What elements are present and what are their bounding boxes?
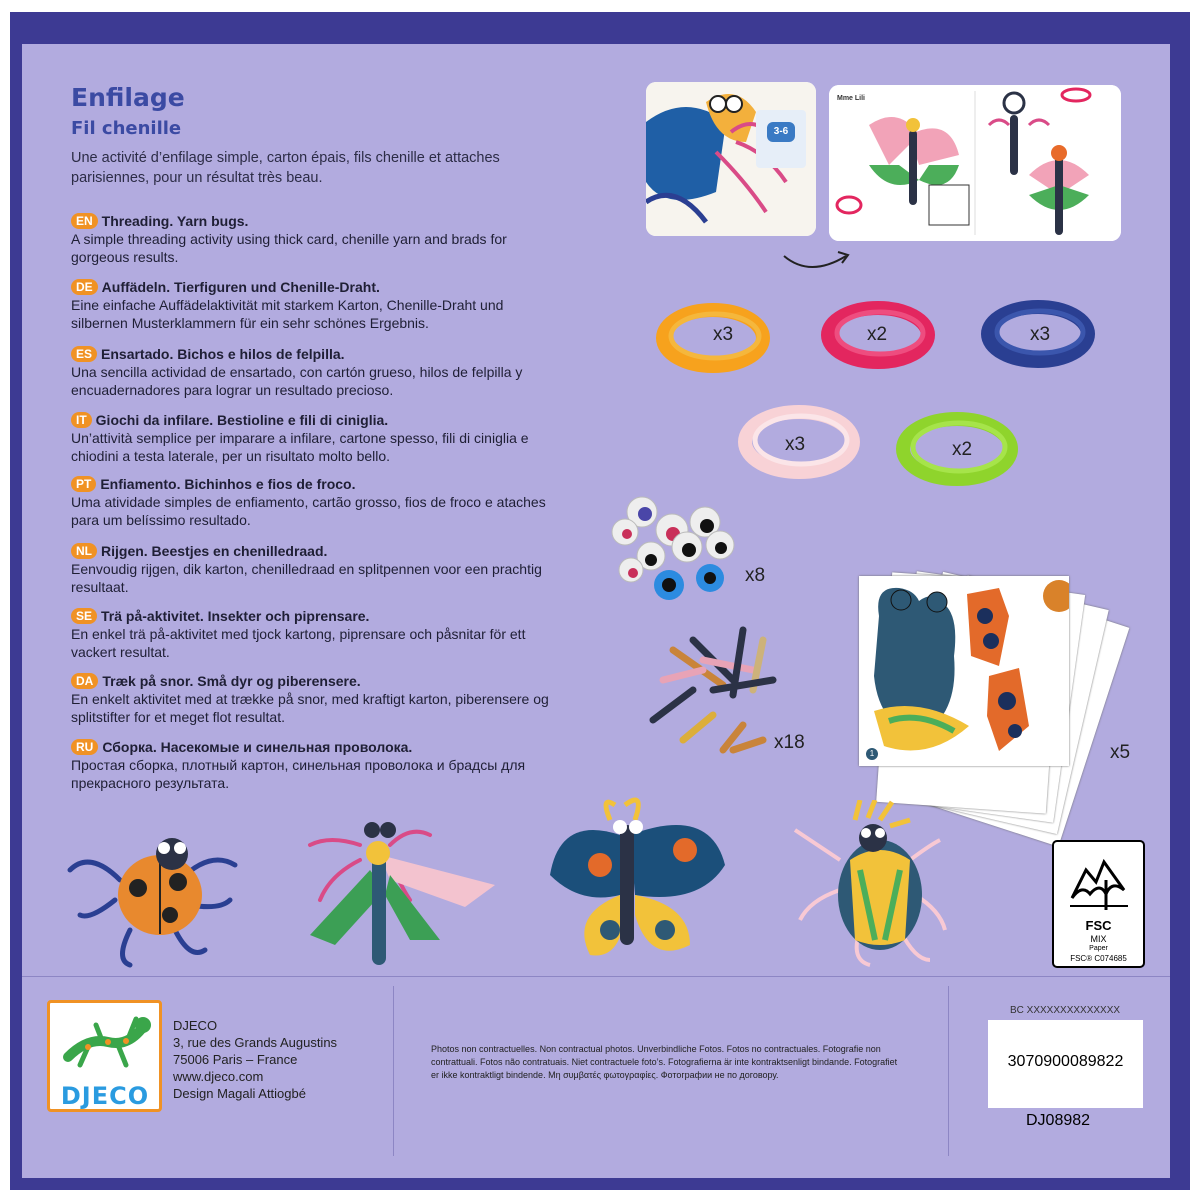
lang-title: Træk på snor. Små dyr og piberensere.: [102, 673, 361, 689]
footer-divider: [393, 986, 394, 1156]
instruction-booklet-inside: [829, 85, 1121, 241]
age-badge: 3-6: [767, 122, 795, 142]
card-number-badge: 1: [866, 748, 878, 760]
lang-title: Rijgen. Beestjes en chenilledraad.: [101, 543, 328, 559]
lang-body: Eine einfache Auffädelaktivität mit starkem Karton, Chenille-Draht und silbernen Musterklammern für ein sehr schönes Ergebnis.: [71, 297, 504, 331]
fsc-code: FSC® C074685: [1070, 954, 1127, 963]
lang-block-se: [71, 607, 551, 661]
djeco-logo-text: DJECO: [60, 1082, 150, 1110]
fsc-logo: [1052, 840, 1145, 968]
company-address: [173, 1017, 337, 1102]
lang-tag: SE: [71, 608, 97, 624]
lang-block-es: [71, 345, 551, 399]
address-line: 3, rue des Grands Augustins: [173, 1035, 338, 1050]
lang-block-ru: [71, 738, 551, 792]
lang-body: A simple threading activity using thick card, chenille yarn and brads for gorgeous results.: [71, 231, 507, 265]
card-sheet-illustration: [859, 576, 1069, 766]
bug-butterfly-image: [540, 795, 760, 970]
lang-block-de: [71, 278, 551, 332]
lang-title: Threading. Yarn bugs.: [101, 213, 249, 229]
address-line: 75006 Paris – France: [173, 1052, 298, 1067]
lang-block-pt: [71, 475, 551, 529]
fsc-tree-icon: [1066, 850, 1132, 916]
lang-tag: IT: [71, 412, 92, 428]
lang-title: Giochi da infilare. Bestioline e fili di ciniglia.: [95, 412, 389, 428]
bug-beetle-image: [780, 800, 980, 970]
lang-tag: DE: [71, 279, 98, 295]
booklet-cover-illustration: [646, 82, 816, 236]
googly-eyes-image: [607, 490, 737, 605]
intro-text: Une activité d’enfilage simple, carton épais, fils chenille et attaches parisiennes, pour un résultat très beau.: [71, 150, 500, 186]
photo-disclaimer: Photos non contractuelles. Non contractual photos. Unverbindliche Fotos. Fotos no contractuales. Fotografie non contrattuali. Fotos não contratuais. Niet contractuele foto’s. Fotografierna är inte kontraktsenligt bindande. Fotografiet er ikke kontraktligt bindende. Μη συμβατές φωτογραφίες. Фотографии не по договору.: [431, 1044, 898, 1080]
brads-qty: x18: [774, 732, 805, 753]
yarn-qty-light-pink: x3: [785, 434, 806, 455]
footer-divider: [948, 986, 949, 1156]
lang-title: Auffädeln. Tierfiguren und Chenille-Draht.: [101, 279, 380, 295]
product-reference: DJ08982: [1026, 1112, 1091, 1129]
cards-qty: x5: [1110, 742, 1131, 763]
booklet-inside-illustration: [829, 85, 1121, 241]
lang-body: Una sencilla actividad de ensartado, con cartón grueso, hilos de felpilla y encuadernadores para lograr un resultado precioso.: [71, 364, 523, 398]
lang-tag: ES: [71, 346, 97, 362]
lang-block-da: [71, 672, 551, 726]
lang-body: En enkel trä på-aktivitet med tjock kartong, piprensare och påsnitar för ett vackert resultat.: [71, 626, 526, 660]
lang-body: Un’attività semplice per imparare a infilare, cartone spesso, fili di ciniglia e chiodini a testa laterale, per un risultato molto bello.: [71, 430, 529, 464]
yarn-qty-blue: x3: [1030, 324, 1051, 345]
yarn-qty-green: x2: [952, 439, 973, 460]
lang-tag: RU: [71, 739, 98, 755]
bug-ladybug-image: [60, 820, 260, 970]
lang-body: En enkelt aktivitet med at trække på snor, med kraftigt karton, piberensere og splitstifter for et meget flot resultat.: [71, 691, 549, 725]
yarn-qty-pink: x2: [867, 324, 888, 345]
lang-title: Сборка. Насекомые и синельная проволока.: [102, 739, 413, 755]
lang-tag: EN: [71, 213, 98, 229]
address-line: Design Magali Attiogbé: [173, 1086, 306, 1101]
lang-title: Enfiamento. Bichinhos e fios de froco.: [100, 476, 356, 492]
eyes-qty: x8: [745, 565, 766, 586]
lang-title: Ensartado. Bichos e hilos de felpilla.: [101, 346, 345, 362]
lang-block-it: [71, 411, 551, 465]
booklet-page-label: Mme Lili: [837, 95, 866, 102]
instruction-booklet-cover: [646, 82, 816, 236]
lang-tag: DA: [71, 673, 98, 689]
arrow-icon: [780, 236, 860, 276]
lang-body: Простая сборка, плотный картон, синельная проволока и брадсы для прекрасного результата.: [71, 757, 526, 791]
yarn-qty-orange: x3: [713, 324, 734, 345]
product-title: Enfilage: [71, 83, 185, 112]
barcode-number: 3070900089822: [1007, 1053, 1124, 1070]
lang-body: Uma atividade simples de enfiamento, cartão grosso, fios de froco e ataches para um belíssimo resultado.: [71, 494, 546, 528]
address-line: www.djeco.com: [173, 1069, 264, 1084]
bc-label: BC XXXXXXXXXXXXXX: [1010, 1005, 1121, 1016]
fsc-mix: MIX: [1090, 934, 1107, 944]
lang-tag: PT: [71, 476, 96, 492]
fsc-paper: Paper: [1089, 945, 1108, 952]
bug-dragonfly-image: [290, 815, 510, 970]
fsc-title: FSC: [1085, 918, 1112, 933]
lang-body: Eenvoudig rijgen, dik karton, chenilledraad en splitpennen voor een prachtig resultaat.: [71, 561, 542, 595]
lang-title: Trä på-aktivitet. Insekter och piprensare.: [101, 608, 370, 624]
lang-block-nl: [71, 542, 551, 596]
product-subtitle: Fil chenille: [71, 118, 182, 139]
address-line: DJECO: [173, 1018, 218, 1033]
lang-block-en: [71, 212, 551, 266]
card-sheet-1: [859, 576, 1069, 766]
gecko-icon: [58, 1007, 153, 1077]
lang-tag: NL: [71, 543, 97, 559]
